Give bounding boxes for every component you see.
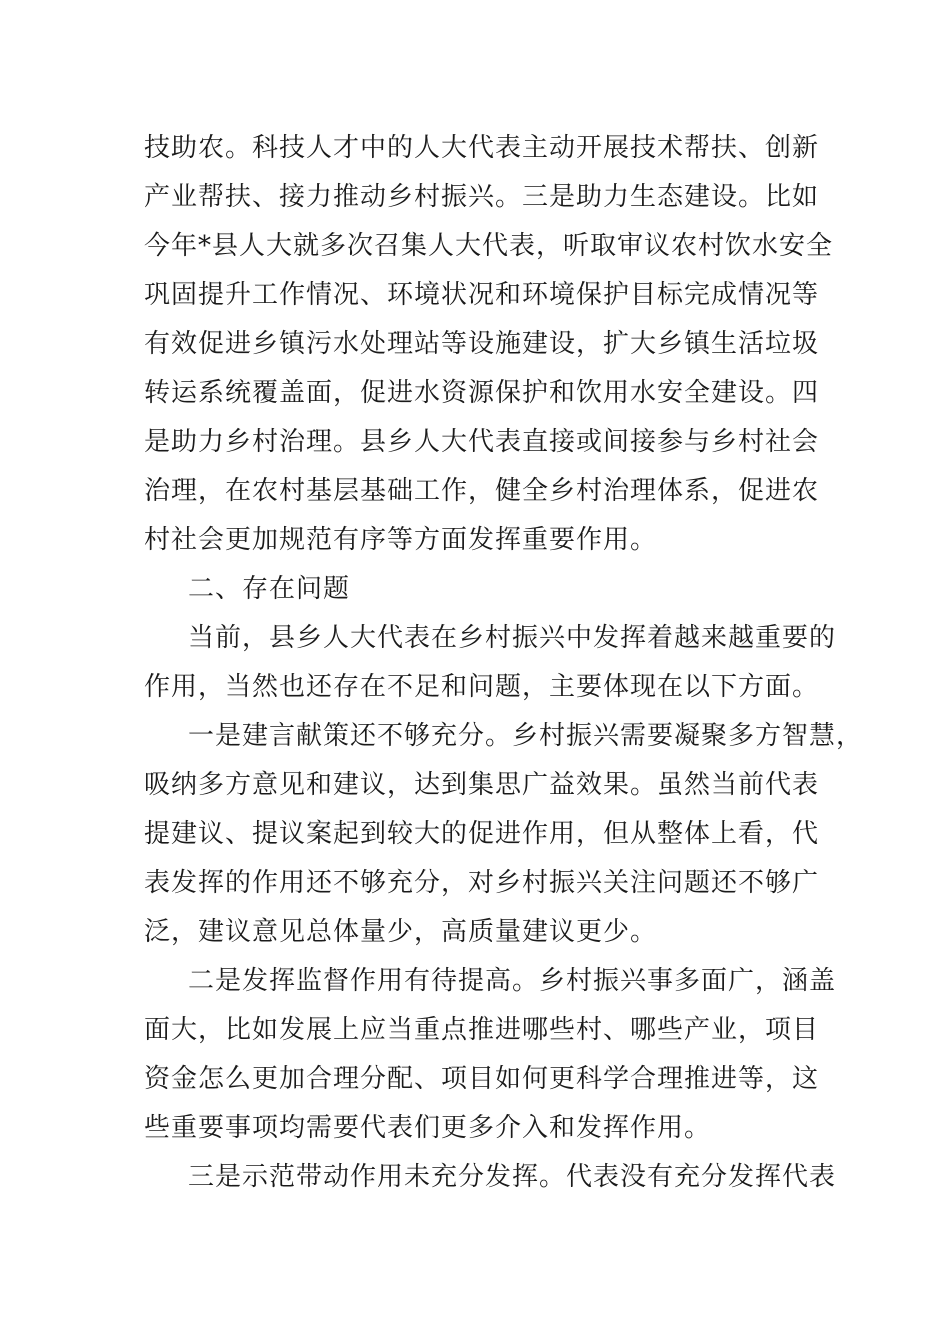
document-body [144,124,864,1202]
text-line: 资金怎么更加合理分配、项目如何更科学合理推进等，这 [144,1064,820,1094]
text-line: 些重要事项均需要代表们更多介入和发挥作用。 [144,1113,712,1143]
text-line: 转运系统覆盖面，促进水资源保护和饮用水安全建设。四 [144,378,820,408]
paragraph-start-line: 二是发挥监督作用有待提高。乡村振兴事多面广，涵盖 [188,966,837,996]
text-line: 今年*县人大就多次召集人大代表，听取审议农村饮水安全 [144,231,834,261]
paragraph-start-line: 当前，县乡人大代表在乡村振兴中发挥着越来越重要的 [188,623,837,653]
text-line: 治理，在农村基层基础工作，健全乡村治理体系，促进农 [144,476,820,506]
text-line: 作用，当然也还存在不足和问题，主要体现在以下方面。 [144,672,820,702]
text-line: 表发挥的作用还不够充分，对乡村振兴关注问题还不够广 [144,868,820,898]
text-line: 村社会更加规范有序等方面发挥重要作用。 [144,525,658,555]
text-line: 吸纳多方意见和建议，达到集思广益效果。虽然当前代表 [144,770,820,800]
text-line: 有效促进乡镇污水处理站等设施建设，扩大乡镇生活垃圾 [144,329,820,359]
text-line: 提建议、提议案起到较大的促进作用，但从整体上看，代 [144,819,820,849]
text-line: 巩固提升工作情况、环境状况和环境保护目标完成情况等 [144,280,820,310]
paragraph-start-line: 一是建言献策还不够充分。乡村振兴需要凝聚多方智慧， [188,721,864,751]
text-line: 泛，建议意见总体量少，高质量建议更少。 [144,917,658,947]
text-line: 面大，比如发展上应当重点推进哪些村、哪些产业，项目 [144,1015,820,1045]
text-line: 产业帮扶、接力推动乡村振兴。三是助力生态建设。比如 [144,182,820,212]
paragraph-start-line: 二、存在问题 [188,574,351,604]
paragraph-start-line: 三是示范带动作用未充分发挥。代表没有充分发挥代表 [188,1162,837,1192]
text-line: 是助力乡村治理。县乡人大代表直接或间接参与乡村社会 [144,427,820,457]
text-line: 技助农。科技人才中的人大代表主动开展技术帮扶、创新 [144,133,820,163]
